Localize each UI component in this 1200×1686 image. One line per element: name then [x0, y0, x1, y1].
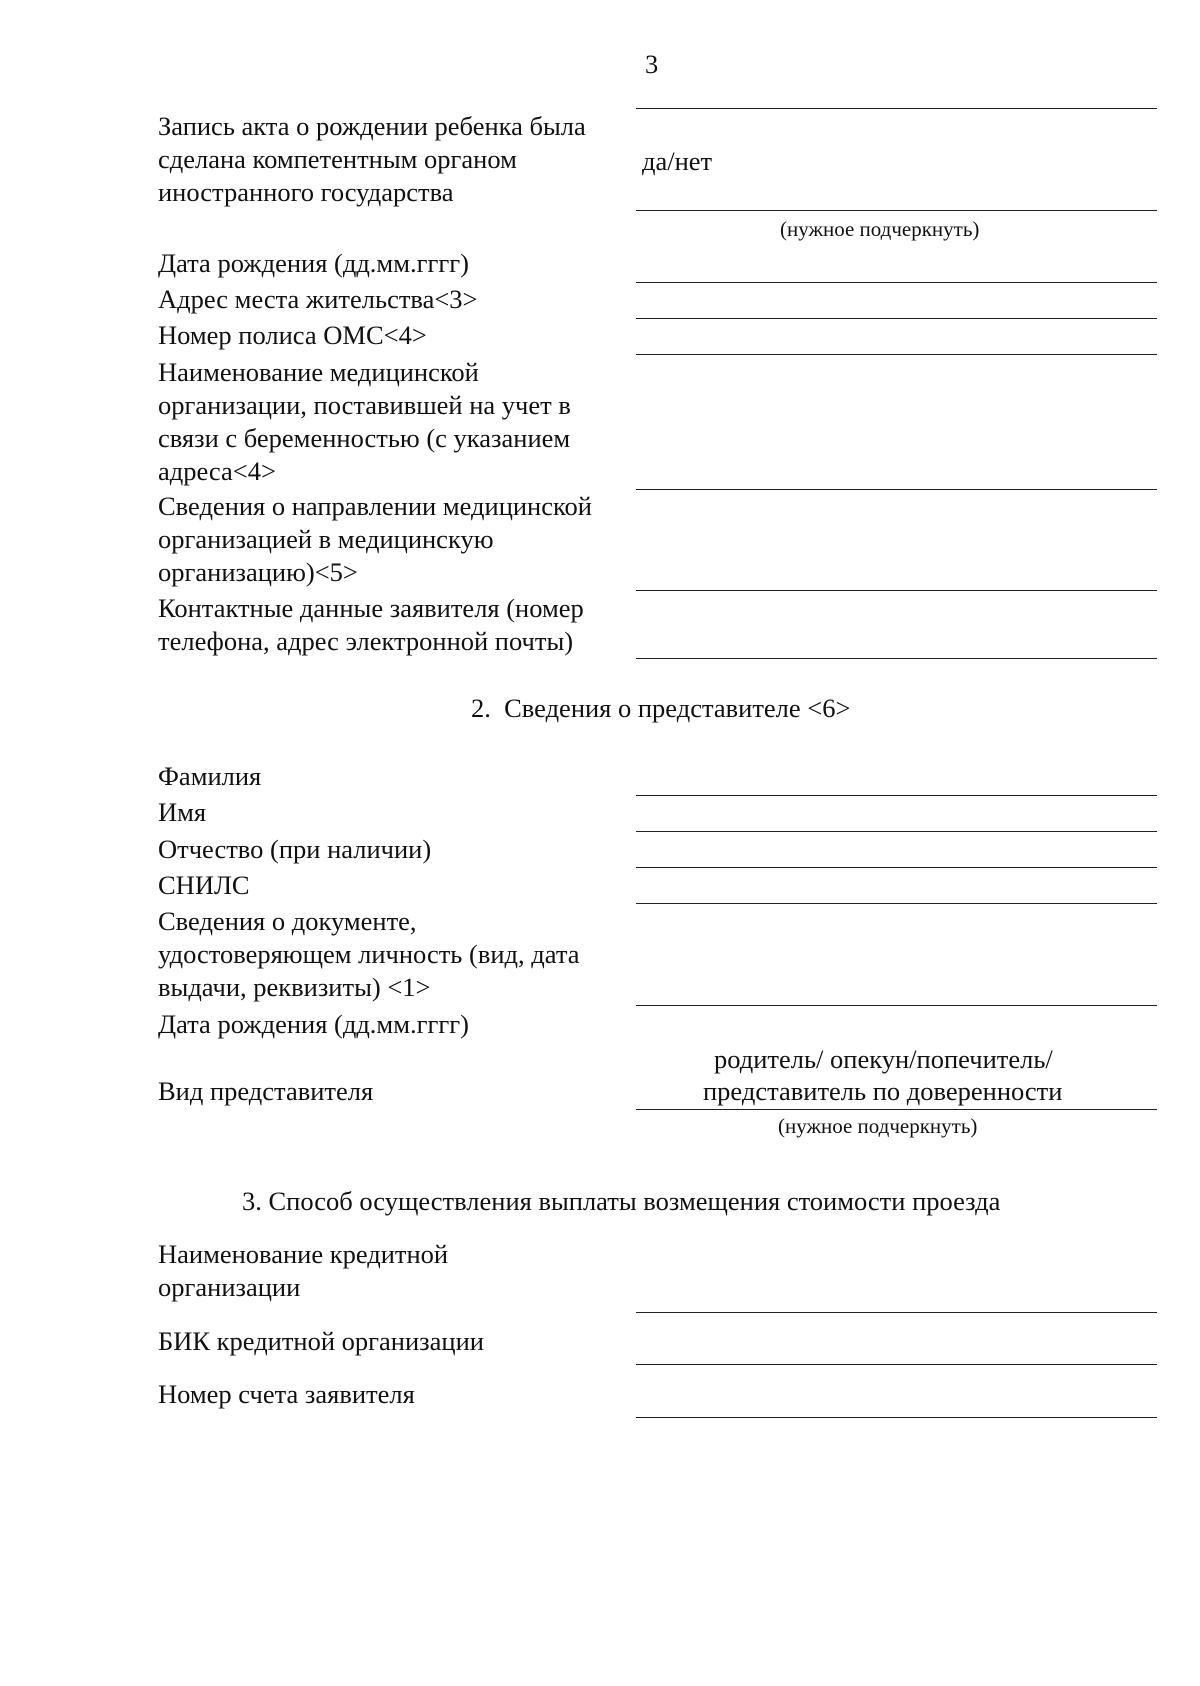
medical-org-label-3: связи с беременностью (с указанием [158, 423, 571, 453]
rep-type-option-1[interactable]: родитель/ опекун/попечитель/ [714, 1044, 1053, 1074]
bik-line[interactable] [636, 1364, 1157, 1365]
id-document-label-1: Сведения о документе, [158, 906, 417, 936]
birth-date-label: Дата рождения (дд.мм.гггг) [158, 248, 469, 278]
medical-org-label-4: адреса<4> [158, 456, 276, 486]
bank-name-line[interactable] [636, 1312, 1157, 1313]
medical-org-label-2: организации, поставившей на учет в [158, 390, 571, 420]
referral-line[interactable] [636, 590, 1157, 591]
patronymic-line[interactable] [636, 867, 1157, 868]
rep-type-label: Вид представителя [158, 1076, 374, 1106]
bank-name-label-1: Наименование кредитной [158, 1239, 449, 1269]
account-line[interactable] [636, 1417, 1157, 1418]
snils-label: СНИЛС [158, 870, 250, 900]
address-label: Адрес места жительства<3> [158, 284, 478, 314]
birth-record-label-3: иностранного государства [158, 177, 454, 207]
birth-record-label-1: Запись акта о рождении ребенка была [158, 111, 586, 141]
birth-record-label-2: сделана компетентным органом [158, 144, 517, 174]
snils-line[interactable] [636, 903, 1157, 904]
contacts-label-2: телефона, адрес электронной почты) [158, 626, 574, 656]
birth-record-value[interactable]: да/нет [642, 146, 713, 176]
section3-heading: 3. Способ осуществления выплаты возмещения стоимости проезда [242, 1186, 1001, 1216]
contacts-label-1: Контактные данные заявителя (номер [158, 593, 584, 623]
rep-type-line [636, 1109, 1157, 1110]
bank-name-label-2: организации [158, 1272, 301, 1302]
birth-record-line [636, 210, 1157, 211]
oms-policy-line[interactable] [636, 354, 1157, 355]
surname-line[interactable] [636, 795, 1157, 796]
field-line-top [636, 108, 1157, 109]
section2-heading: 2. Сведения о представителе <6> [471, 693, 851, 723]
rep-birth-date-label: Дата рождения (дд.мм.гггг) [158, 1009, 469, 1039]
name-line[interactable] [636, 831, 1157, 832]
rep-type-hint: (нужное подчеркнуть) [778, 1114, 978, 1138]
page-number: 3 [645, 49, 659, 79]
referral-label-1: Сведения о направлении медицинской [158, 491, 592, 521]
id-document-line[interactable] [636, 1005, 1157, 1006]
bik-label: БИК кредитной организации [158, 1326, 484, 1356]
id-document-label-3: выдачи, реквизиты) <1> [158, 972, 431, 1002]
referral-label-3: организацию)<5> [158, 557, 358, 587]
oms-policy-label: Номер полиса ОМС<4> [158, 320, 427, 350]
account-label: Номер счета заявителя [158, 1379, 415, 1409]
rep-type-option-2[interactable]: представитель по доверенности [703, 1076, 1063, 1106]
patronymic-label: Отчество (при наличии) [158, 834, 432, 864]
address-line[interactable] [636, 318, 1157, 319]
birth-date-line[interactable] [636, 282, 1157, 283]
referral-label-2: организацией в медицинскую [158, 524, 494, 554]
id-document-label-2: удостоверяющем личность (вид, дата [158, 939, 580, 969]
medical-org-line[interactable] [636, 489, 1157, 490]
birth-record-hint: (нужное подчеркнуть) [780, 217, 980, 241]
contacts-line[interactable] [636, 658, 1157, 659]
name-label: Имя [158, 797, 207, 827]
surname-label: Фамилия [158, 761, 262, 791]
medical-org-label-1: Наименование медицинской [158, 357, 479, 387]
